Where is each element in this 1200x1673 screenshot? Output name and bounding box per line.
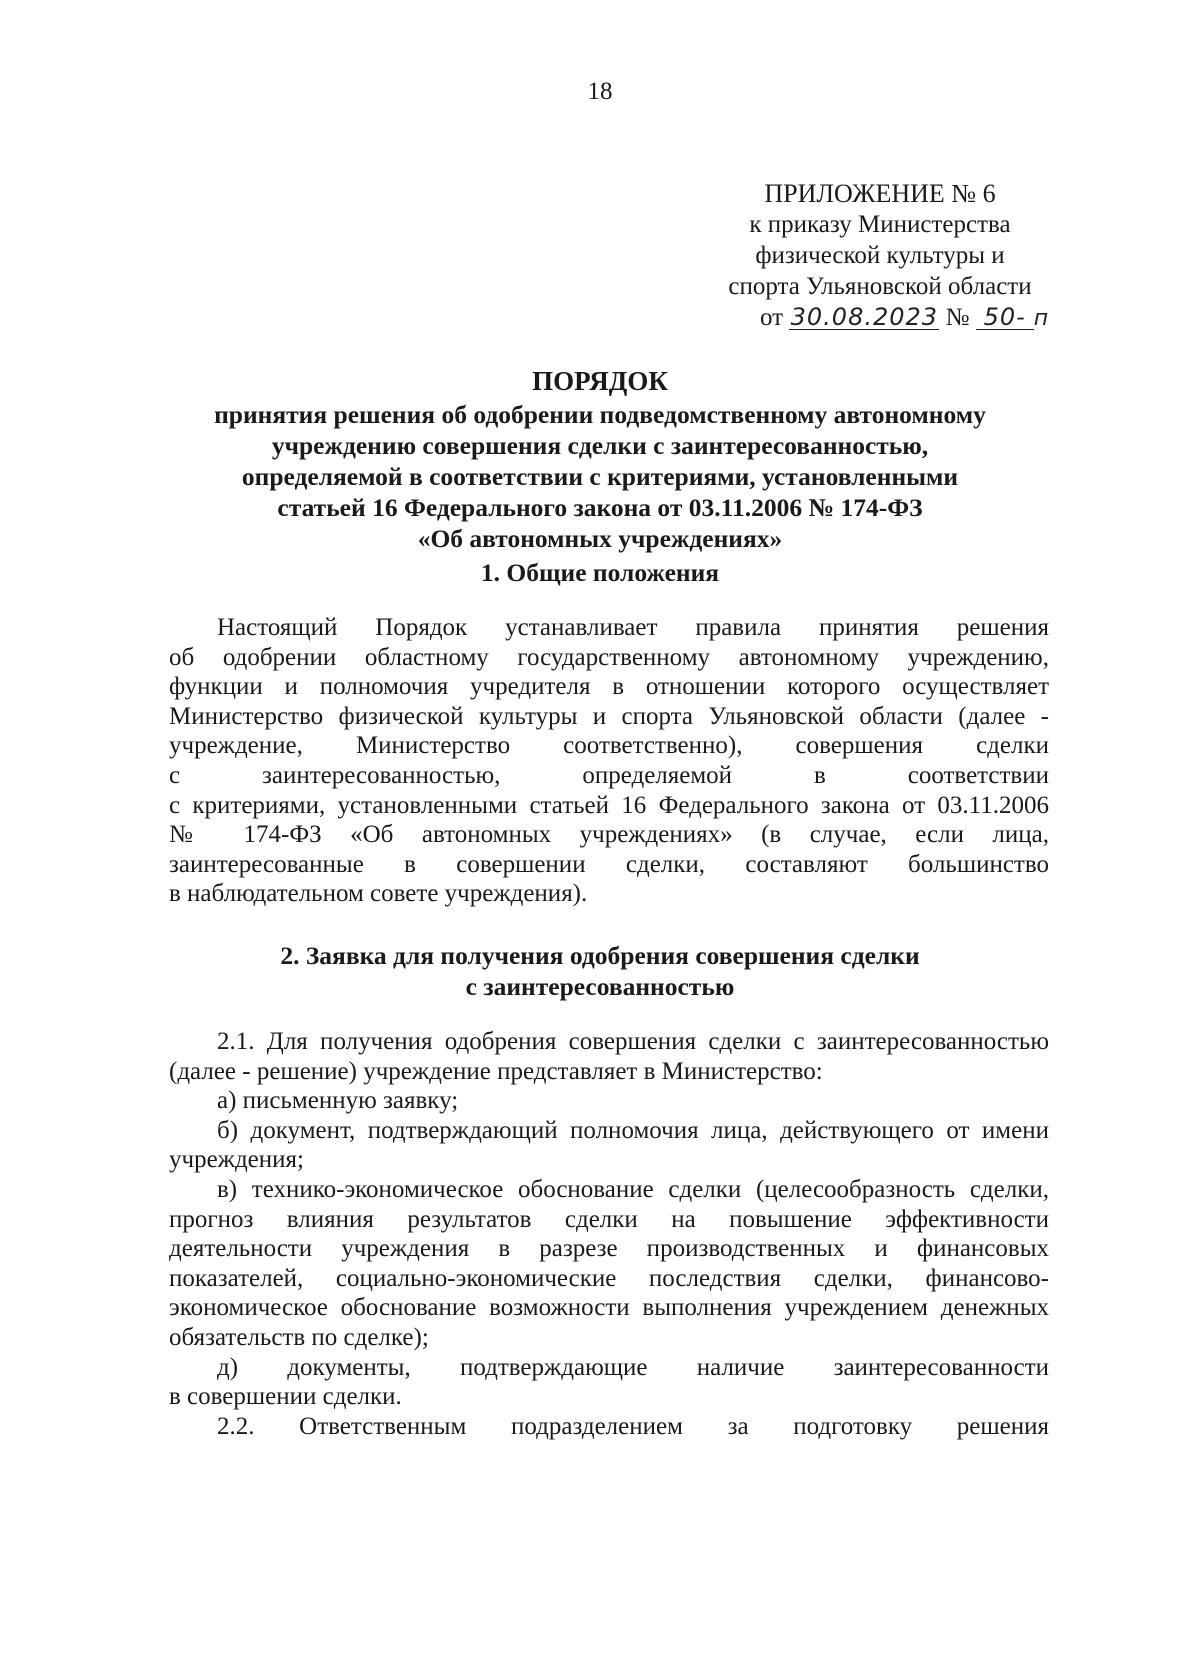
paragraph-line: с критериями, установленными статьей 16 Федерального закона от 03.11.2006 — [169, 791, 1049, 819]
paragraph-line: обязательств по сделке); — [169, 1323, 429, 1351]
title-line: «Об автономных учреждениях» — [417, 524, 783, 553]
paragraph-line: 2.1. Для получения одобрения совершения сделки с заинтересованностью — [217, 1028, 1049, 1055]
section-2-heading — [100, 940, 1100, 1002]
paragraph-line: учреждения; — [169, 1146, 304, 1174]
page-number: 18 — [587, 78, 613, 105]
date-prefix: от — [760, 304, 784, 331]
handwritten-number: 50- — [976, 305, 1034, 330]
list-item: д) документы, подтверждающие наличие заинтересованности — [217, 1353, 1049, 1381]
paragraph-line: экономическое обоснование возможности выполнения учреждением денежных — [169, 1294, 1049, 1322]
section-heading-text: 2. Заявка для получения одобрения совершения сделки — [280, 941, 920, 970]
paragraph-line: заинтересованные в совершении сделки, составляют большинство — [169, 850, 1049, 878]
number-sign: № — [945, 304, 970, 331]
title-main: ПОРЯДОК — [532, 366, 668, 396]
paragraph-line: № 174-ФЗ «Об автономных учреждениях» (в случае, если лица, — [169, 821, 1049, 849]
paragraph-line: об одобрении областному государственному автономному учреждению, — [169, 643, 1049, 671]
paragraph-line: учреждение, Министерство соответственно), совершения сделки — [169, 732, 1049, 760]
list-item: в) технико-экономическое обоснование сделки (целесообразность сделки, — [217, 1175, 1049, 1203]
list-item: б) документ, подтверждающий полномочия лица, действующего от имени — [217, 1116, 1049, 1144]
paragraph-line: функции и полномочия учредителя в отношении которого осуществляет — [169, 673, 1049, 701]
section-2-body — [169, 1027, 1049, 1441]
paragraph-line: Настоящий Порядок устанавливает правила принятия решения — [217, 614, 1049, 641]
appendix-date-line — [700, 302, 1120, 333]
appendix-title: ПРИЛОЖЕНИЕ № 6 — [764, 179, 996, 208]
appendix-header — [700, 178, 1120, 333]
list-item: а) письменную заявку; — [217, 1087, 459, 1115]
section-heading-text: с заинтересованностью — [465, 972, 735, 1001]
paragraph-line: (далее - решение) учреждение представляет в Министерство: — [169, 1057, 823, 1085]
handwritten-number-suffix: п — [1033, 306, 1050, 331]
paragraph-line: в совершении сделки. — [169, 1383, 402, 1411]
section-heading-text: 1. Общие положения — [480, 558, 720, 587]
paragraph-line: деятельности учреждения в разрезе производственных и финансовых — [169, 1235, 1049, 1263]
paragraph-line: прогноз влияния результатов сделки на повышение эффективности — [169, 1205, 1049, 1233]
appendix-line-ministry: физической культуры и — [755, 242, 1005, 269]
paragraph-line: в наблюдательном совете учреждения). — [169, 880, 588, 908]
section-1-heading — [100, 557, 1100, 588]
title-line: статьей 16 Федерального закона от 03.11.2006 № 174-ФЗ — [277, 493, 923, 522]
paragraph-line: Министерство физической культуры и спорта Ульяновской области (далее - — [169, 702, 1049, 730]
appendix-line-order: к приказу Министерства — [749, 211, 1011, 238]
paragraph-line: показателей, социально-экономические последствия сделки, финансово- — [169, 1264, 1049, 1292]
paragraph-line: с заинтересованностью, определяемой в соответствии — [169, 761, 1049, 789]
title-line: определяемой в соответствии с критериями, установленными — [241, 462, 959, 491]
document-title — [100, 366, 1100, 554]
title-line: учреждению совершения сделки с заинтересованностью, — [271, 431, 929, 460]
paragraph-line: 2.2. Ответственным подразделением за подготовку решения — [217, 1412, 1049, 1440]
appendix-line-region: спорта Ульяновской области — [728, 273, 1032, 300]
section-1-body — [169, 613, 1049, 909]
title-line: принятия решения об одобрении подведомственному автономному — [214, 400, 986, 429]
handwritten-date: 30.08.2023 — [790, 303, 939, 331]
